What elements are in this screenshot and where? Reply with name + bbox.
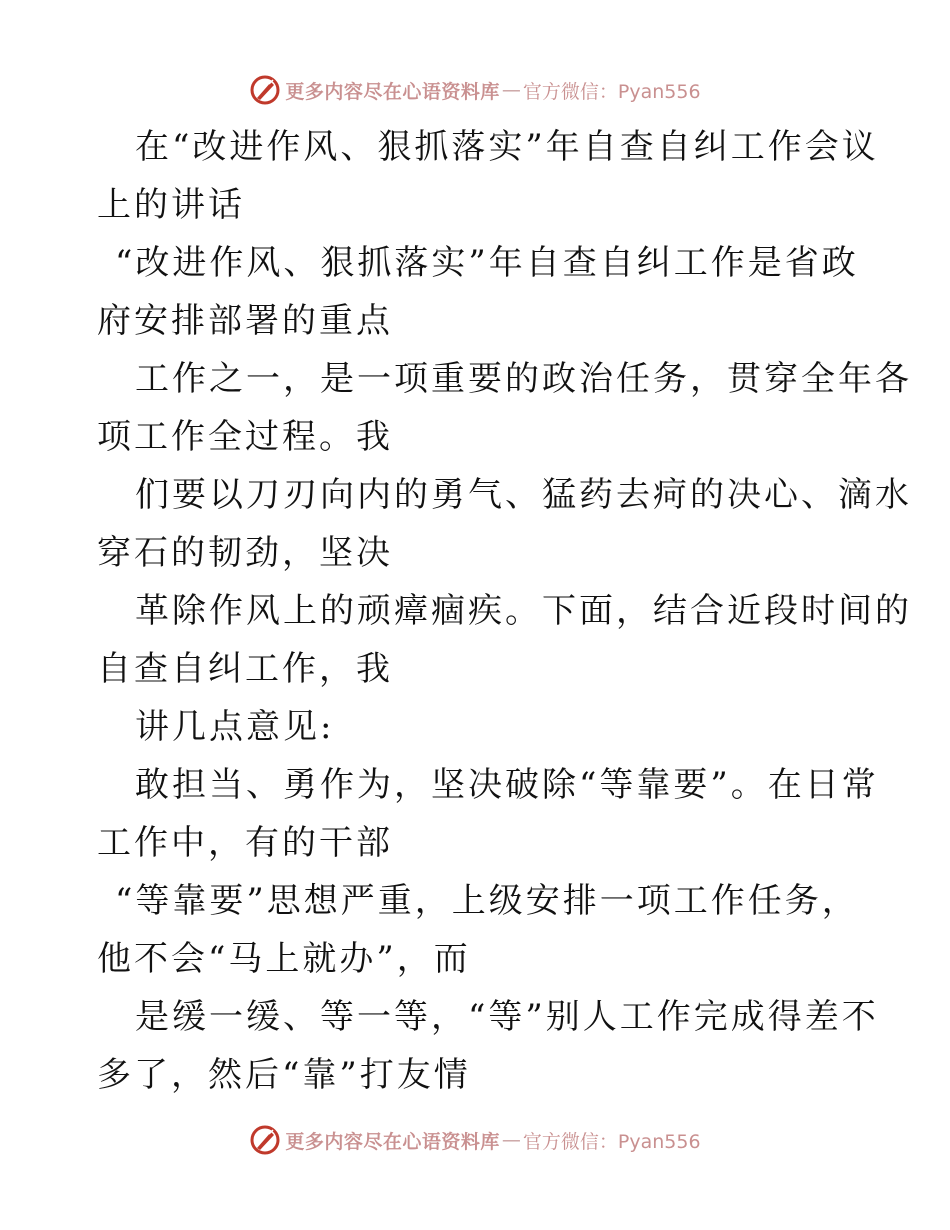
footer-banner: [0, 1120, 950, 1160]
paragraph-line: 穿石的韧劲，坚决: [97, 533, 393, 573]
title-line-2: 上的讲话: [97, 185, 245, 225]
banner-dash: —: [501, 1129, 521, 1151]
banner-dash: —: [501, 79, 521, 101]
paragraph-line: 工作之一，是一项重要的政治任务，贯穿全年各: [135, 359, 912, 399]
paragraph-line: “改进作风、狠抓落实”年自查自纠工作是省政: [115, 243, 859, 283]
banner-text: 更多内容尽在心语资料库: [285, 80, 500, 103]
banner-text: 更多内容尽在心语资料库: [285, 1130, 500, 1153]
banner-wechat: 官方微信：Pyan556: [522, 1130, 701, 1153]
paragraph-line: 自查自纠工作，我: [97, 649, 393, 689]
header-banner: [0, 70, 950, 110]
banner-wechat: 官方微信：Pyan556: [522, 80, 701, 103]
paragraph-line: 们要以刀刃向内的勇气、猛药去疴的决心、滴水: [135, 475, 912, 515]
title-line-1: 在“改进作风、狠抓落实”年自查自纠工作会议: [135, 127, 879, 167]
paragraph-line: 工作中，有的干部: [97, 823, 393, 863]
paragraph-line: 府安排部署的重点: [97, 301, 393, 341]
quill-pen-logo-icon: [249, 1124, 281, 1156]
document-body: [97, 118, 912, 1104]
paragraph-line: 革除作风上的顽瘴痼疾。下面，结合近段时间的: [135, 591, 912, 631]
paragraph-line: 讲几点意见:: [135, 707, 335, 747]
quill-pen-logo-icon: [249, 74, 281, 106]
paragraph-line: 项工作全过程。我: [97, 417, 393, 457]
paragraph-line: 敢担当、勇作为，坚决破除“等靠要”。在日常: [135, 765, 879, 805]
paragraph-line: 多了，然后“靠”打友情: [97, 1055, 471, 1095]
paragraph-line: “等靠要”思想严重，上级安排一项工作任务，: [115, 881, 859, 921]
paragraph-line: 是缓一缓、等一等，“等”别人工作完成得差不: [135, 997, 879, 1037]
paragraph-line: 他不会“马上就办”，而: [97, 939, 471, 979]
